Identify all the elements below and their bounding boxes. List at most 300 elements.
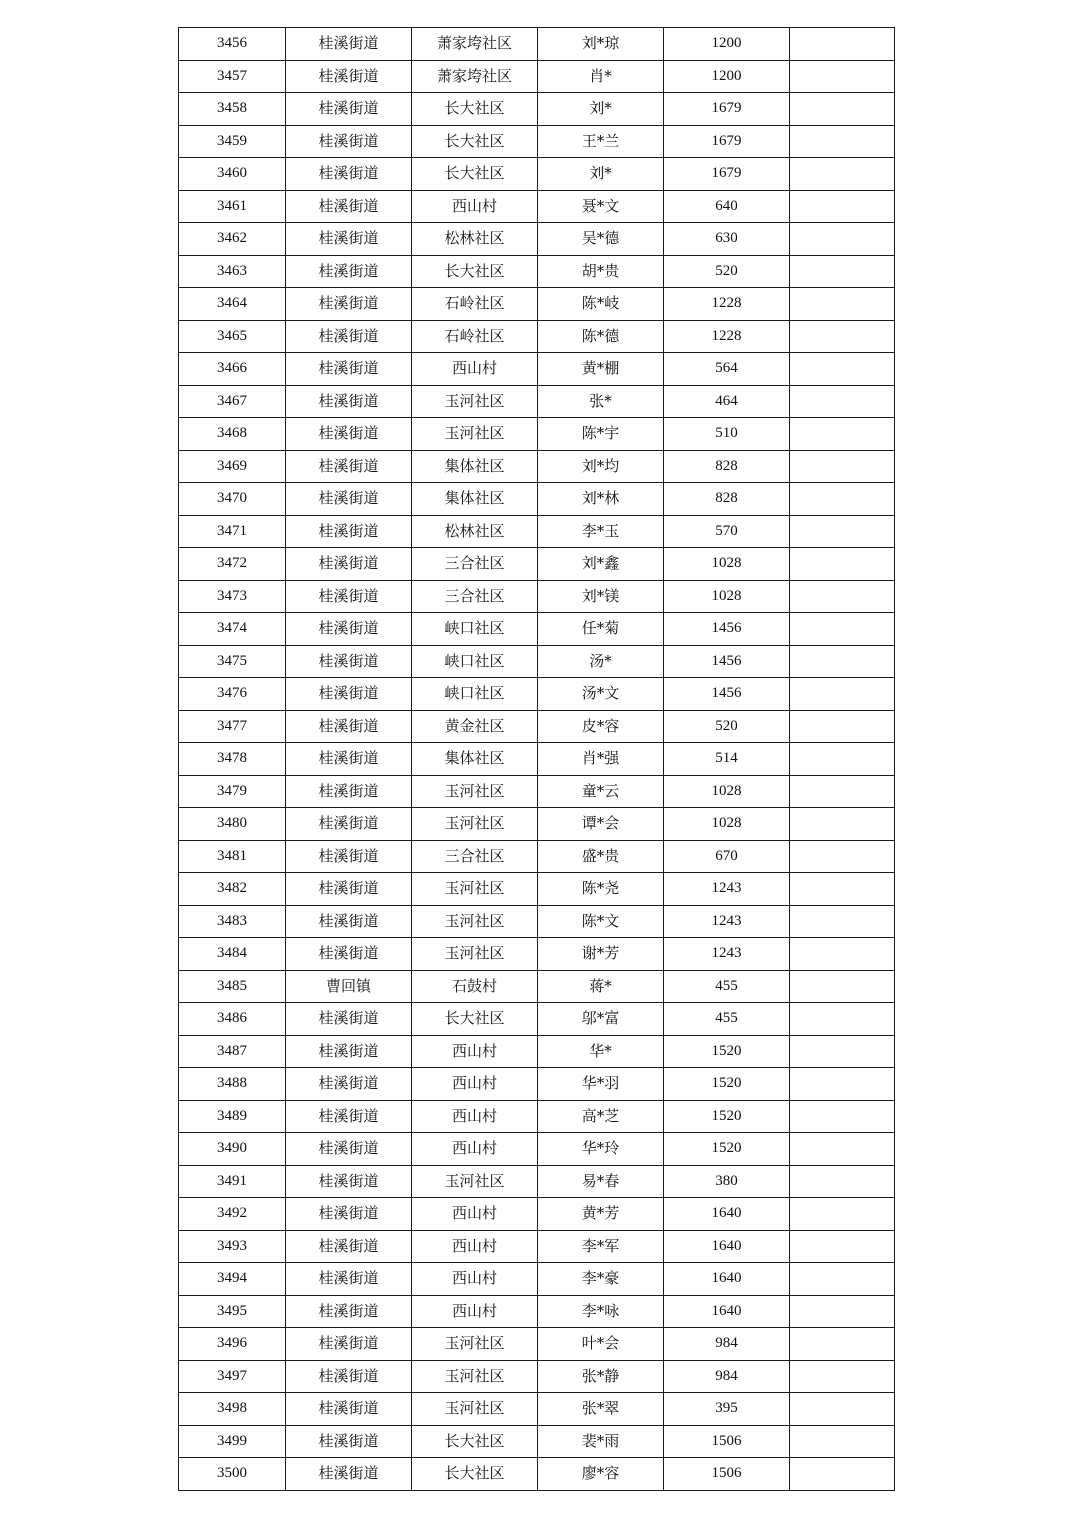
remark-cell (790, 1328, 895, 1361)
amount-cell: 514 (664, 743, 790, 776)
community-cell: 黄金社区 (412, 710, 538, 743)
remark-cell (790, 743, 895, 776)
table-row (179, 288, 895, 321)
serial-cell: 3474 (179, 613, 286, 646)
serial-cell: 3483 (179, 905, 286, 938)
remark-cell (790, 1425, 895, 1458)
serial-cell: 3464 (179, 288, 286, 321)
serial-cell: 3498 (179, 1393, 286, 1426)
community-cell: 玉河社区 (412, 1165, 538, 1198)
amount-cell: 520 (664, 255, 790, 288)
table-row (179, 450, 895, 483)
table-row (179, 840, 895, 873)
remark-cell (790, 678, 895, 711)
name-cell: 陈*文 (538, 905, 664, 938)
serial-cell: 3465 (179, 320, 286, 353)
street-cell: 桂溪街道 (286, 93, 412, 126)
name-cell: 黄*芳 (538, 1198, 664, 1231)
amount-cell: 455 (664, 970, 790, 1003)
amount-cell: 1640 (664, 1263, 790, 1296)
serial-cell: 3488 (179, 1068, 286, 1101)
table-row (179, 1100, 895, 1133)
name-cell: 裴*雨 (538, 1425, 664, 1458)
street-cell: 桂溪街道 (286, 158, 412, 191)
remark-cell (790, 385, 895, 418)
community-cell: 西山村 (412, 1263, 538, 1296)
street-cell: 桂溪街道 (286, 28, 412, 61)
name-cell: 皮*容 (538, 710, 664, 743)
street-cell: 桂溪街道 (286, 873, 412, 906)
street-cell: 桂溪街道 (286, 1035, 412, 1068)
remark-cell (790, 255, 895, 288)
name-cell: 刘*林 (538, 483, 664, 516)
street-cell: 桂溪街道 (286, 840, 412, 873)
remark-cell (790, 158, 895, 191)
table-row (179, 28, 895, 61)
remark-cell (790, 450, 895, 483)
amount-cell: 1243 (664, 938, 790, 971)
amount-cell: 570 (664, 515, 790, 548)
street-cell: 桂溪街道 (286, 353, 412, 386)
name-cell: 胡*贵 (538, 255, 664, 288)
table-row (179, 93, 895, 126)
serial-cell: 3468 (179, 418, 286, 451)
serial-cell: 3467 (179, 385, 286, 418)
serial-cell: 3495 (179, 1295, 286, 1328)
community-cell: 峡口社区 (412, 678, 538, 711)
community-cell: 集体社区 (412, 743, 538, 776)
serial-cell: 3457 (179, 60, 286, 93)
serial-cell: 3458 (179, 93, 286, 126)
serial-cell: 3499 (179, 1425, 286, 1458)
remark-cell (790, 353, 895, 386)
name-cell: 汤* (538, 645, 664, 678)
street-cell: 桂溪街道 (286, 1068, 412, 1101)
street-cell: 桂溪街道 (286, 1458, 412, 1491)
community-cell: 三合社区 (412, 548, 538, 581)
name-cell: 吴*德 (538, 223, 664, 256)
remark-cell (790, 418, 895, 451)
amount-cell: 1679 (664, 158, 790, 191)
data-table (178, 27, 895, 1491)
street-cell: 桂溪街道 (286, 645, 412, 678)
amount-cell: 1028 (664, 580, 790, 613)
street-cell: 桂溪街道 (286, 775, 412, 808)
street-cell: 桂溪街道 (286, 1230, 412, 1263)
street-cell: 桂溪街道 (286, 1133, 412, 1166)
street-cell: 桂溪街道 (286, 548, 412, 581)
name-cell: 任*菊 (538, 613, 664, 646)
remark-cell (790, 710, 895, 743)
remark-cell (790, 483, 895, 516)
street-cell: 桂溪街道 (286, 450, 412, 483)
street-cell: 桂溪街道 (286, 1328, 412, 1361)
table-row (179, 1133, 895, 1166)
table-row (179, 60, 895, 93)
serial-cell: 3461 (179, 190, 286, 223)
table-row (179, 1328, 895, 1361)
table-row (179, 613, 895, 646)
serial-cell: 3456 (179, 28, 286, 61)
community-cell: 西山村 (412, 1068, 538, 1101)
community-cell: 西山村 (412, 1035, 538, 1068)
community-cell: 玉河社区 (412, 905, 538, 938)
serial-cell: 3459 (179, 125, 286, 158)
serial-cell: 3472 (179, 548, 286, 581)
name-cell: 聂*文 (538, 190, 664, 223)
street-cell: 桂溪街道 (286, 1360, 412, 1393)
name-cell: 谭*会 (538, 808, 664, 841)
serial-cell: 3491 (179, 1165, 286, 1198)
amount-cell: 464 (664, 385, 790, 418)
name-cell: 蒋* (538, 970, 664, 1003)
community-cell: 长大社区 (412, 1458, 538, 1491)
community-cell: 玉河社区 (412, 1328, 538, 1361)
remark-cell (790, 1360, 895, 1393)
table-row (179, 1295, 895, 1328)
street-cell: 曹回镇 (286, 970, 412, 1003)
community-cell: 西山村 (412, 353, 538, 386)
table-row (179, 418, 895, 451)
table-row (179, 645, 895, 678)
street-cell: 桂溪街道 (286, 320, 412, 353)
serial-cell: 3471 (179, 515, 286, 548)
serial-cell: 3484 (179, 938, 286, 971)
amount-cell: 1243 (664, 873, 790, 906)
street-cell: 桂溪街道 (286, 743, 412, 776)
remark-cell (790, 1003, 895, 1036)
serial-cell: 3463 (179, 255, 286, 288)
community-cell: 长大社区 (412, 93, 538, 126)
street-cell: 桂溪街道 (286, 125, 412, 158)
street-cell: 桂溪街道 (286, 1165, 412, 1198)
table-row (179, 1458, 895, 1491)
table-row (179, 775, 895, 808)
serial-cell: 3475 (179, 645, 286, 678)
serial-cell: 3478 (179, 743, 286, 776)
serial-cell: 3477 (179, 710, 286, 743)
amount-cell: 380 (664, 1165, 790, 1198)
name-cell: 谢*芳 (538, 938, 664, 971)
remark-cell (790, 28, 895, 61)
table-row (179, 125, 895, 158)
community-cell: 长大社区 (412, 1003, 538, 1036)
community-cell: 玉河社区 (412, 418, 538, 451)
name-cell: 张* (538, 385, 664, 418)
name-cell: 童*云 (538, 775, 664, 808)
serial-cell: 3500 (179, 1458, 286, 1491)
amount-cell: 640 (664, 190, 790, 223)
community-cell: 三合社区 (412, 580, 538, 613)
remark-cell (790, 125, 895, 158)
street-cell: 桂溪街道 (286, 1198, 412, 1231)
name-cell: 易*春 (538, 1165, 664, 1198)
remark-cell (790, 873, 895, 906)
table-row (179, 1230, 895, 1263)
street-cell: 桂溪街道 (286, 808, 412, 841)
serial-cell: 3481 (179, 840, 286, 873)
community-cell: 石岭社区 (412, 288, 538, 321)
street-cell: 桂溪街道 (286, 678, 412, 711)
street-cell: 桂溪街道 (286, 60, 412, 93)
street-cell: 桂溪街道 (286, 1393, 412, 1426)
remark-cell (790, 1263, 895, 1296)
amount-cell: 510 (664, 418, 790, 451)
street-cell: 桂溪街道 (286, 483, 412, 516)
name-cell: 叶*会 (538, 1328, 664, 1361)
serial-cell: 3485 (179, 970, 286, 1003)
name-cell: 李*咏 (538, 1295, 664, 1328)
serial-cell: 3487 (179, 1035, 286, 1068)
community-cell: 峡口社区 (412, 613, 538, 646)
serial-cell: 3486 (179, 1003, 286, 1036)
street-cell: 桂溪街道 (286, 1003, 412, 1036)
serial-cell: 3493 (179, 1230, 286, 1263)
name-cell: 华*玲 (538, 1133, 664, 1166)
table-row (179, 1198, 895, 1231)
table-row (179, 385, 895, 418)
name-cell: 李*豪 (538, 1263, 664, 1296)
community-cell: 西山村 (412, 1198, 538, 1231)
table-row (179, 1263, 895, 1296)
remark-cell (790, 1165, 895, 1198)
remark-cell (790, 1295, 895, 1328)
community-cell: 玉河社区 (412, 1393, 538, 1426)
table-row (179, 548, 895, 581)
remark-cell (790, 1393, 895, 1426)
amount-cell: 1679 (664, 93, 790, 126)
street-cell: 桂溪街道 (286, 613, 412, 646)
table-row (179, 580, 895, 613)
community-cell: 长大社区 (412, 158, 538, 191)
name-cell: 黄*棚 (538, 353, 664, 386)
community-cell: 三合社区 (412, 840, 538, 873)
table-row (179, 190, 895, 223)
amount-cell: 1228 (664, 320, 790, 353)
remark-cell (790, 938, 895, 971)
remark-cell (790, 320, 895, 353)
amount-cell: 520 (664, 710, 790, 743)
name-cell: 王*兰 (538, 125, 664, 158)
serial-cell: 3466 (179, 353, 286, 386)
amount-cell: 1456 (664, 678, 790, 711)
amount-cell: 564 (664, 353, 790, 386)
name-cell: 陈*尧 (538, 873, 664, 906)
amount-cell: 395 (664, 1393, 790, 1426)
name-cell: 华* (538, 1035, 664, 1068)
table-row (179, 1068, 895, 1101)
community-cell: 萧家垮社区 (412, 60, 538, 93)
amount-cell: 630 (664, 223, 790, 256)
table-row (179, 483, 895, 516)
table-row (179, 1003, 895, 1036)
table-row (179, 678, 895, 711)
amount-cell: 1200 (664, 28, 790, 61)
serial-cell: 3479 (179, 775, 286, 808)
street-cell: 桂溪街道 (286, 938, 412, 971)
remark-cell (790, 1230, 895, 1263)
name-cell: 刘* (538, 93, 664, 126)
remark-cell (790, 1198, 895, 1231)
table-row (179, 255, 895, 288)
table-row (179, 320, 895, 353)
community-cell: 西山村 (412, 1133, 538, 1166)
community-cell: 长大社区 (412, 125, 538, 158)
remark-cell (790, 1035, 895, 1068)
community-cell: 玉河社区 (412, 808, 538, 841)
amount-cell: 984 (664, 1360, 790, 1393)
serial-cell: 3489 (179, 1100, 286, 1133)
name-cell: 张*静 (538, 1360, 664, 1393)
remark-cell (790, 808, 895, 841)
serial-cell: 3470 (179, 483, 286, 516)
community-cell: 长大社区 (412, 1425, 538, 1458)
street-cell: 桂溪街道 (286, 223, 412, 256)
remark-cell (790, 905, 895, 938)
name-cell: 华*羽 (538, 1068, 664, 1101)
street-cell: 桂溪街道 (286, 418, 412, 451)
amount-cell: 1640 (664, 1295, 790, 1328)
name-cell: 肖*强 (538, 743, 664, 776)
name-cell: 陈*岐 (538, 288, 664, 321)
name-cell: 陈*德 (538, 320, 664, 353)
serial-cell: 3476 (179, 678, 286, 711)
amount-cell: 1028 (664, 775, 790, 808)
table-row (179, 353, 895, 386)
remark-cell (790, 613, 895, 646)
table-row (179, 710, 895, 743)
name-cell: 高*芝 (538, 1100, 664, 1133)
remark-cell (790, 93, 895, 126)
street-cell: 桂溪街道 (286, 1100, 412, 1133)
amount-cell: 1520 (664, 1035, 790, 1068)
remark-cell (790, 1068, 895, 1101)
table-row (179, 515, 895, 548)
remark-cell (790, 190, 895, 223)
remark-cell (790, 580, 895, 613)
name-cell: 李*玉 (538, 515, 664, 548)
amount-cell: 984 (664, 1328, 790, 1361)
community-cell: 西山村 (412, 190, 538, 223)
name-cell: 刘*鑫 (538, 548, 664, 581)
street-cell: 桂溪街道 (286, 385, 412, 418)
community-cell: 玉河社区 (412, 385, 538, 418)
serial-cell: 3469 (179, 450, 286, 483)
name-cell: 刘* (538, 158, 664, 191)
community-cell: 松林社区 (412, 515, 538, 548)
remark-cell (790, 970, 895, 1003)
street-cell: 桂溪街道 (286, 905, 412, 938)
amount-cell: 1520 (664, 1133, 790, 1166)
community-cell: 松林社区 (412, 223, 538, 256)
community-cell: 石鼓村 (412, 970, 538, 1003)
serial-cell: 3492 (179, 1198, 286, 1231)
table-row (179, 1165, 895, 1198)
name-cell: 张*翠 (538, 1393, 664, 1426)
amount-cell: 1506 (664, 1425, 790, 1458)
serial-cell: 3480 (179, 808, 286, 841)
street-cell: 桂溪街道 (286, 255, 412, 288)
community-cell: 玉河社区 (412, 1360, 538, 1393)
community-cell: 集体社区 (412, 450, 538, 483)
amount-cell: 828 (664, 483, 790, 516)
community-cell: 玉河社区 (412, 775, 538, 808)
table-row (179, 970, 895, 1003)
community-cell: 西山村 (412, 1230, 538, 1263)
street-cell: 桂溪街道 (286, 1263, 412, 1296)
remark-cell (790, 840, 895, 873)
serial-cell: 3482 (179, 873, 286, 906)
remark-cell (790, 1100, 895, 1133)
table-row (179, 873, 895, 906)
amount-cell: 1520 (664, 1068, 790, 1101)
community-cell: 长大社区 (412, 255, 538, 288)
name-cell: 汤*文 (538, 678, 664, 711)
community-cell: 玉河社区 (412, 938, 538, 971)
amount-cell: 1640 (664, 1198, 790, 1231)
table-body (179, 28, 895, 1491)
amount-cell: 1506 (664, 1458, 790, 1491)
community-cell: 萧家垮社区 (412, 28, 538, 61)
serial-cell: 3497 (179, 1360, 286, 1393)
street-cell: 桂溪街道 (286, 1425, 412, 1458)
community-cell: 石岭社区 (412, 320, 538, 353)
amount-cell: 1028 (664, 808, 790, 841)
amount-cell: 828 (664, 450, 790, 483)
amount-cell: 1456 (664, 645, 790, 678)
street-cell: 桂溪街道 (286, 515, 412, 548)
remark-cell (790, 288, 895, 321)
community-cell: 西山村 (412, 1295, 538, 1328)
amount-cell: 1028 (664, 548, 790, 581)
amount-cell: 1456 (664, 613, 790, 646)
remark-cell (790, 775, 895, 808)
table-row (179, 938, 895, 971)
table-row (179, 743, 895, 776)
serial-cell: 3496 (179, 1328, 286, 1361)
table-row (179, 223, 895, 256)
community-cell: 峡口社区 (412, 645, 538, 678)
name-cell: 盛*贵 (538, 840, 664, 873)
community-cell: 西山村 (412, 1100, 538, 1133)
community-cell: 玉河社区 (412, 873, 538, 906)
remark-cell (790, 645, 895, 678)
name-cell: 刘*均 (538, 450, 664, 483)
name-cell: 刘*镁 (538, 580, 664, 613)
amount-cell: 455 (664, 1003, 790, 1036)
table-row (179, 1035, 895, 1068)
table-row (179, 1425, 895, 1458)
amount-cell: 1679 (664, 125, 790, 158)
name-cell: 肖* (538, 60, 664, 93)
street-cell: 桂溪街道 (286, 190, 412, 223)
serial-cell: 3460 (179, 158, 286, 191)
amount-cell: 670 (664, 840, 790, 873)
name-cell: 邬*富 (538, 1003, 664, 1036)
amount-cell: 1640 (664, 1230, 790, 1263)
name-cell: 刘*琼 (538, 28, 664, 61)
name-cell: 李*军 (538, 1230, 664, 1263)
remark-cell (790, 515, 895, 548)
table-row (179, 808, 895, 841)
table-row (179, 1360, 895, 1393)
serial-cell: 3462 (179, 223, 286, 256)
serial-cell: 3490 (179, 1133, 286, 1166)
community-cell: 集体社区 (412, 483, 538, 516)
table-row (179, 1393, 895, 1426)
street-cell: 桂溪街道 (286, 580, 412, 613)
street-cell: 桂溪街道 (286, 288, 412, 321)
